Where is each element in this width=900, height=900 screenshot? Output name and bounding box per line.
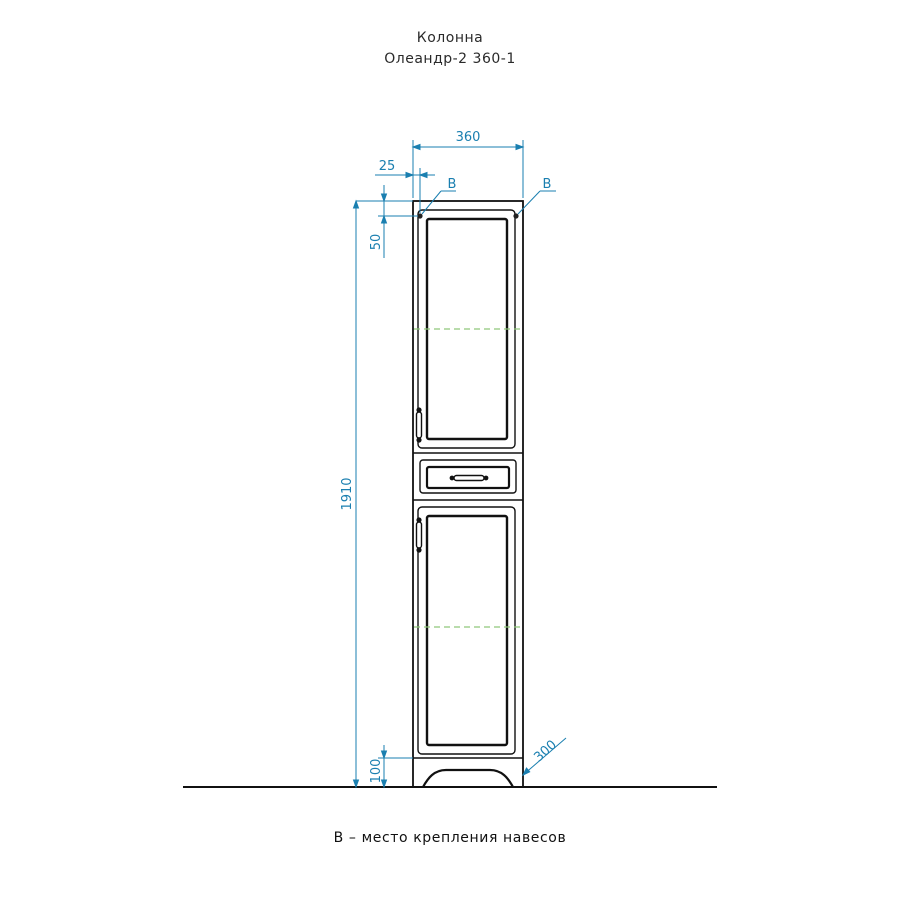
dim-offset-h-label: 25: [378, 159, 396, 174]
dim-plinth-label: 100: [369, 758, 384, 784]
dim-height-label: 1910: [340, 477, 355, 511]
drawing-model: Олеандр-2 360-1: [384, 51, 516, 67]
dimensions: [354, 140, 567, 787]
mount-point-right: [513, 213, 518, 218]
mount-point-left: [417, 213, 422, 218]
drawer-handle: [450, 476, 489, 481]
plinth-cutout: [423, 770, 513, 787]
legend-note: В – место крепления навесов: [333, 830, 567, 846]
dim-offset-v-label: 50: [369, 233, 384, 251]
cabinet: [413, 201, 523, 787]
marker-right-label: В: [542, 177, 552, 192]
drawing-title: Колонна: [416, 30, 484, 46]
lower-door-handle: [416, 517, 421, 552]
dim-depth-label: 300: [531, 737, 560, 766]
upper-door-handle: [416, 407, 421, 442]
lower-door-panel: [427, 516, 507, 745]
lower-door-outer: [418, 507, 515, 754]
marker-left-label: В: [447, 177, 457, 192]
dim-width-label: 360: [455, 130, 481, 145]
